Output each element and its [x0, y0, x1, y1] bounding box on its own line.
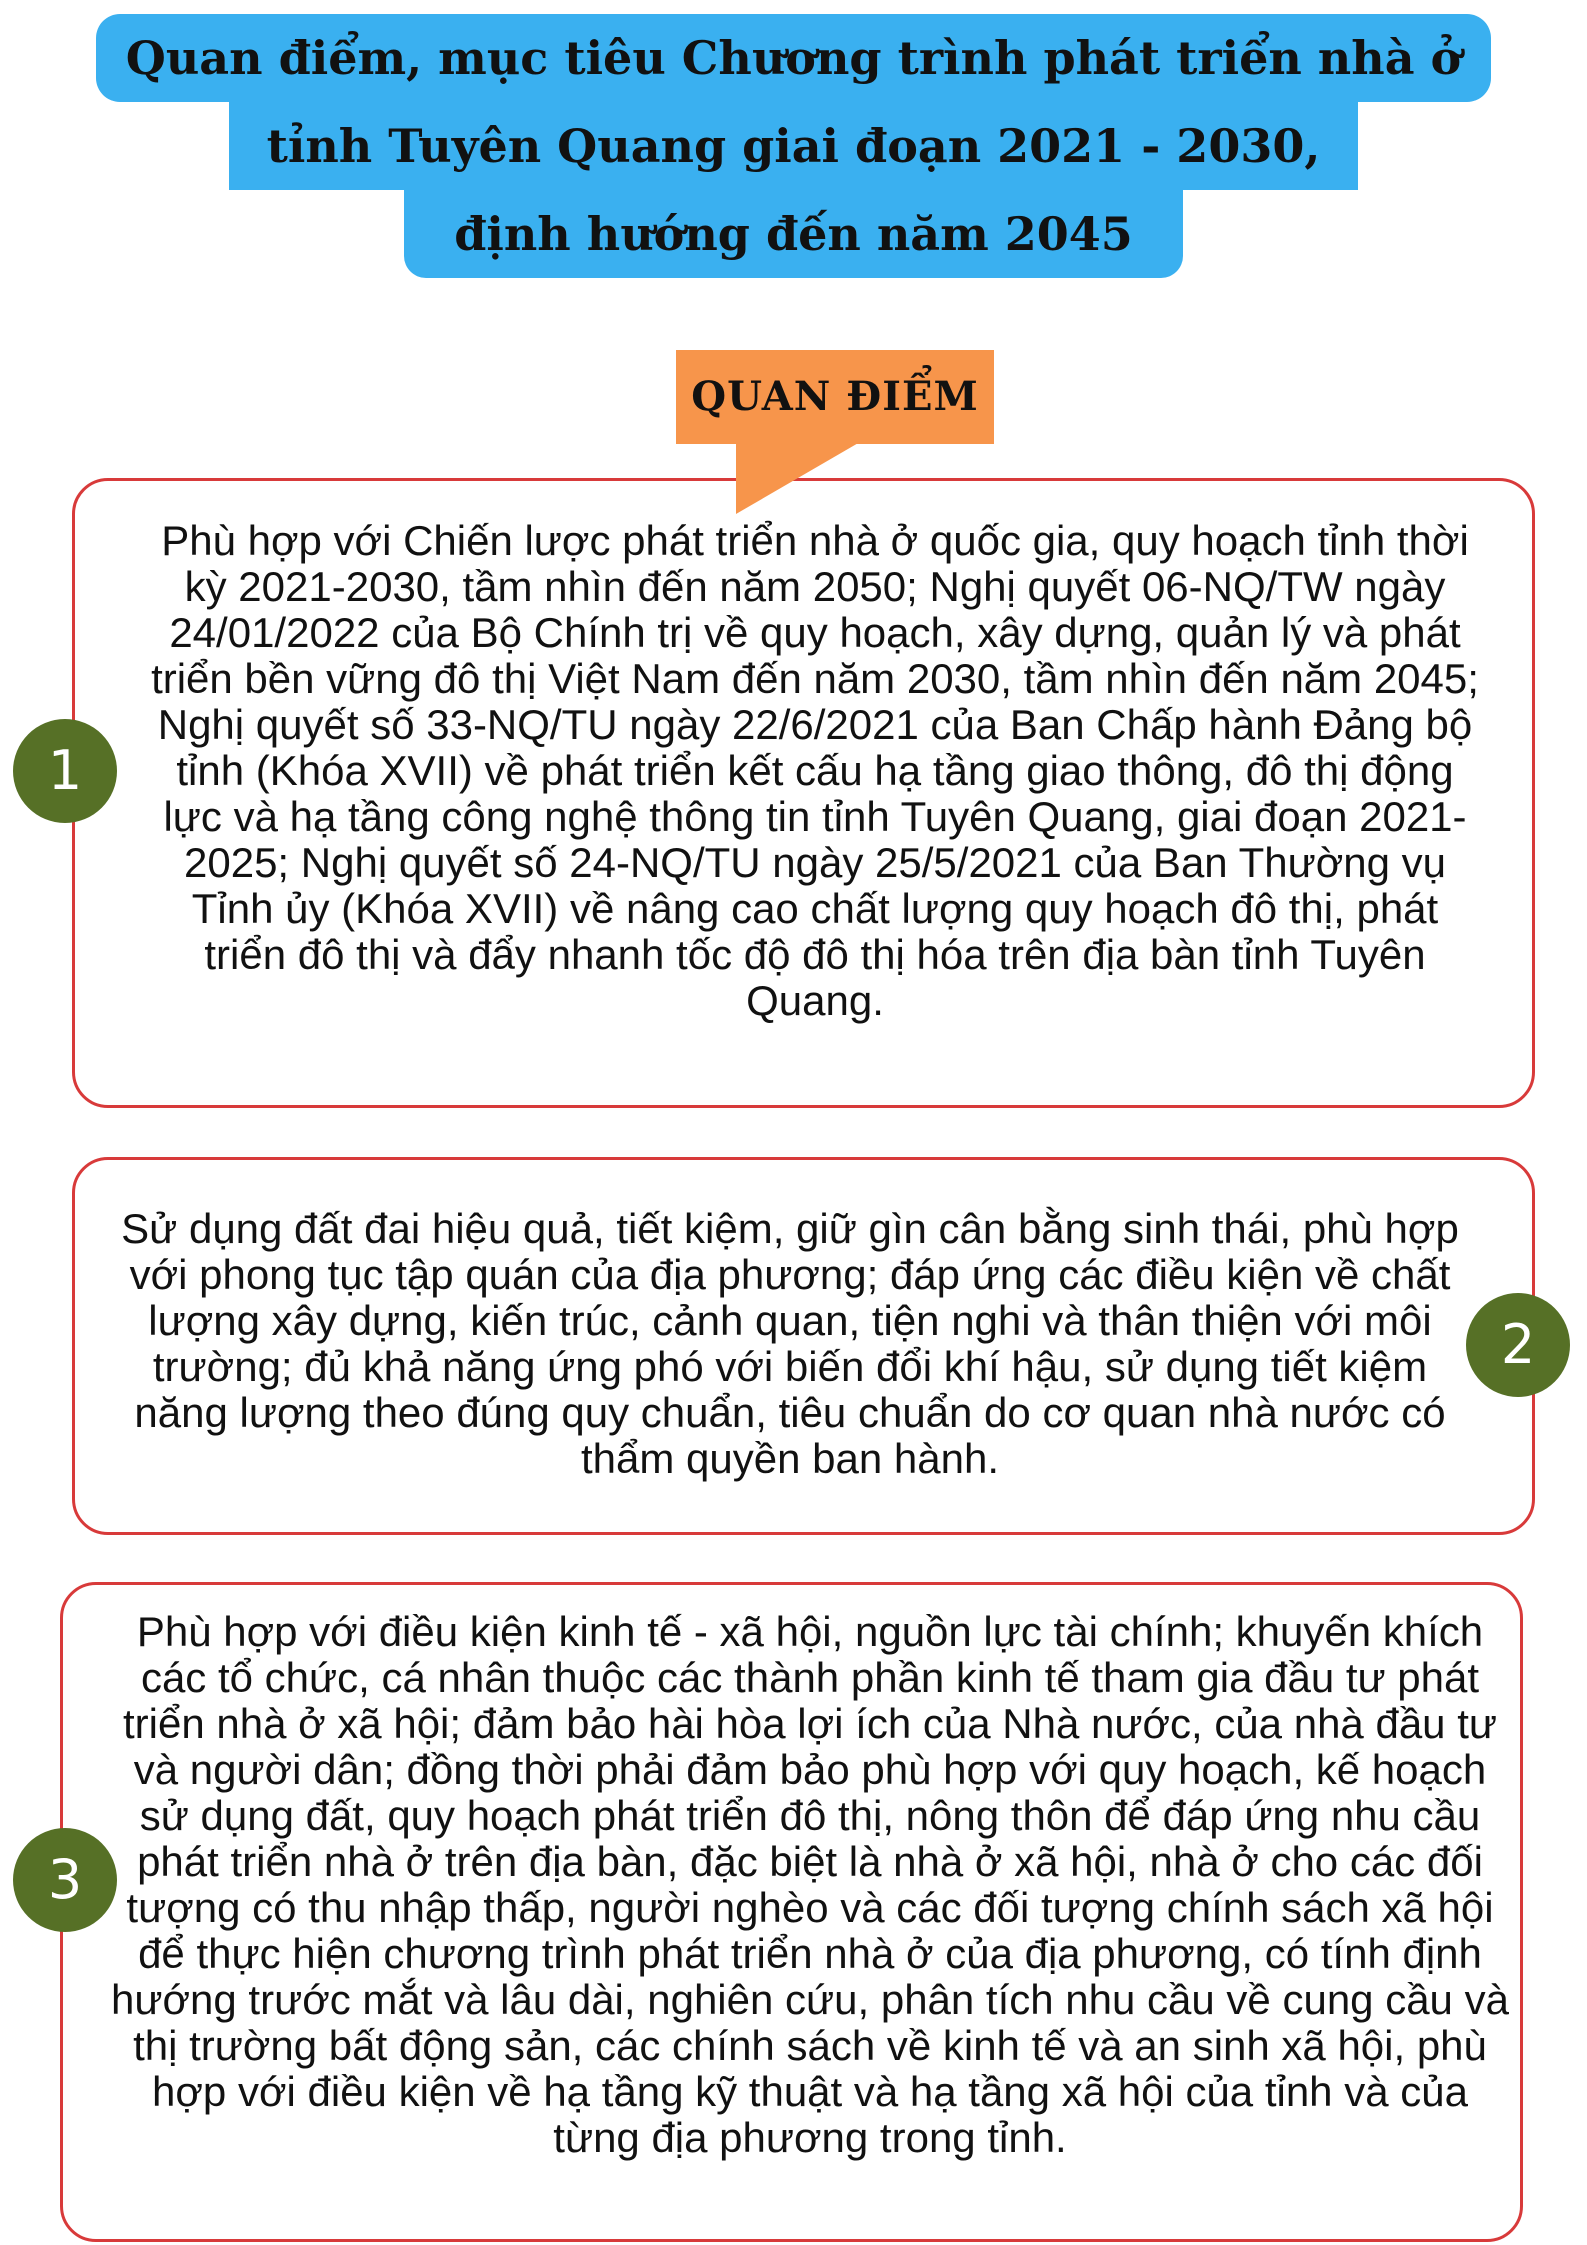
viewpoint-number-badge-1: 1 [13, 719, 117, 823]
title-line-3: định hướng đến năm 2045 [404, 190, 1183, 278]
title-line-2: tỉnh Tuyên Quang giai đoạn 2021 - 2030, [229, 102, 1359, 190]
viewpoint-number-badge-3: 3 [13, 1828, 117, 1932]
viewpoint-number-badge-2: 2 [1466, 1293, 1570, 1397]
page-title [0, 14, 1587, 278]
viewpoint-text-3: Phù hợp với điều kiện kinh tế - xã hội, nguồn lực tài chính; khuyến khích các tổ chức, cá nhân thuộc các thành phần kinh tế tham gia đầu tư phát triển nhà ở xã hội; đảm bảo hài hòa lợi ích của Nhà nước, của nhà đầu tư và người dân; đồng thời phải đảm bảo phù hợp với quy hoạch, kế hoạch sử dụng đất, quy hoạch phát triển đô thị, nông thôn để đáp ứng nhu cầu phát triển nhà ở trên địa bàn, đặc biệt là nhà ở xã hội, nhà ở cho các đối tượng có thu nhập thấp, người nghèo và các đối tượng chính sách xã hội để thực hiện chương trình phát triển nhà ở của địa phương, có tính định hướng trước mắt và lâu dài, nghiên cứu, phân tích nhu cầu về cung cầu và thị trường bất động sản, các chính sách về kinh tế và an sinh xã hội, phù hợp với điều kiện về hạ tầng kỹ thuật và hạ tầng xã hội của tỉnh và của từng địa phương trong tỉnh. [111, 1608, 1509, 2161]
viewpoint-text-1: Phù hợp với Chiến lược phát triển nhà ở quốc gia, quy hoạch tỉnh thời kỳ 2021-2030, tầm nhìn đến năm 2050; Nghị quyết 06-NQ/TW ngày 24/01/2022 của Bộ Chính trị về quy hoạch, xây dựng, quản lý và phát triển bền vững đô thị Việt Nam đến năm 2030, tầm nhìn đến năm 2045; Nghị quyết số 33-NQ/TU ngày 22/6/2021 của Ban Chấp hành Đảng bộ tỉnh (Khóa XVII) về phát triển kết cấu hạ tầng giao thông, đô thị động lực và hạ tầng công nghệ thông tin tỉnh Tuyên Quang, giai đoạn 2021-2025; Nghị quyết số 24-NQ/TU ngày 25/5/2021 của Ban Thường vụ Tỉnh ủy (Khóa XVII) về nâng cao chất lượng quy hoạch đô thị, phát triển đô thị và đẩy nhanh tốc độ đô thị hóa trên địa bàn tỉnh Tuyên Quang. [151, 517, 1479, 1024]
title-line-1: Quan điểm, mục tiêu Chương trình phát triển nhà ở [96, 14, 1491, 102]
section-label-pointer [736, 442, 860, 514]
viewpoint-text-2: Sử dụng đất đai hiệu quả, tiết kiệm, giữ gìn cân bằng sinh thái, phù hợp với phong tục tập quán của địa phương; đáp ứng các điều kiện về chất lượng xây dựng, kiến trúc, cảnh quan, tiện nghi và thân thiện với môi trường; đủ khả năng ứng phó với biến đổi khí hậu, sử dụng tiết kiệm năng lượng theo đúng quy chuẩn, tiêu chuẩn do cơ quan nhà nước có thẩm quyền ban hành. [121, 1205, 1459, 1482]
section-label: QUAN ĐIỂM [676, 350, 994, 444]
